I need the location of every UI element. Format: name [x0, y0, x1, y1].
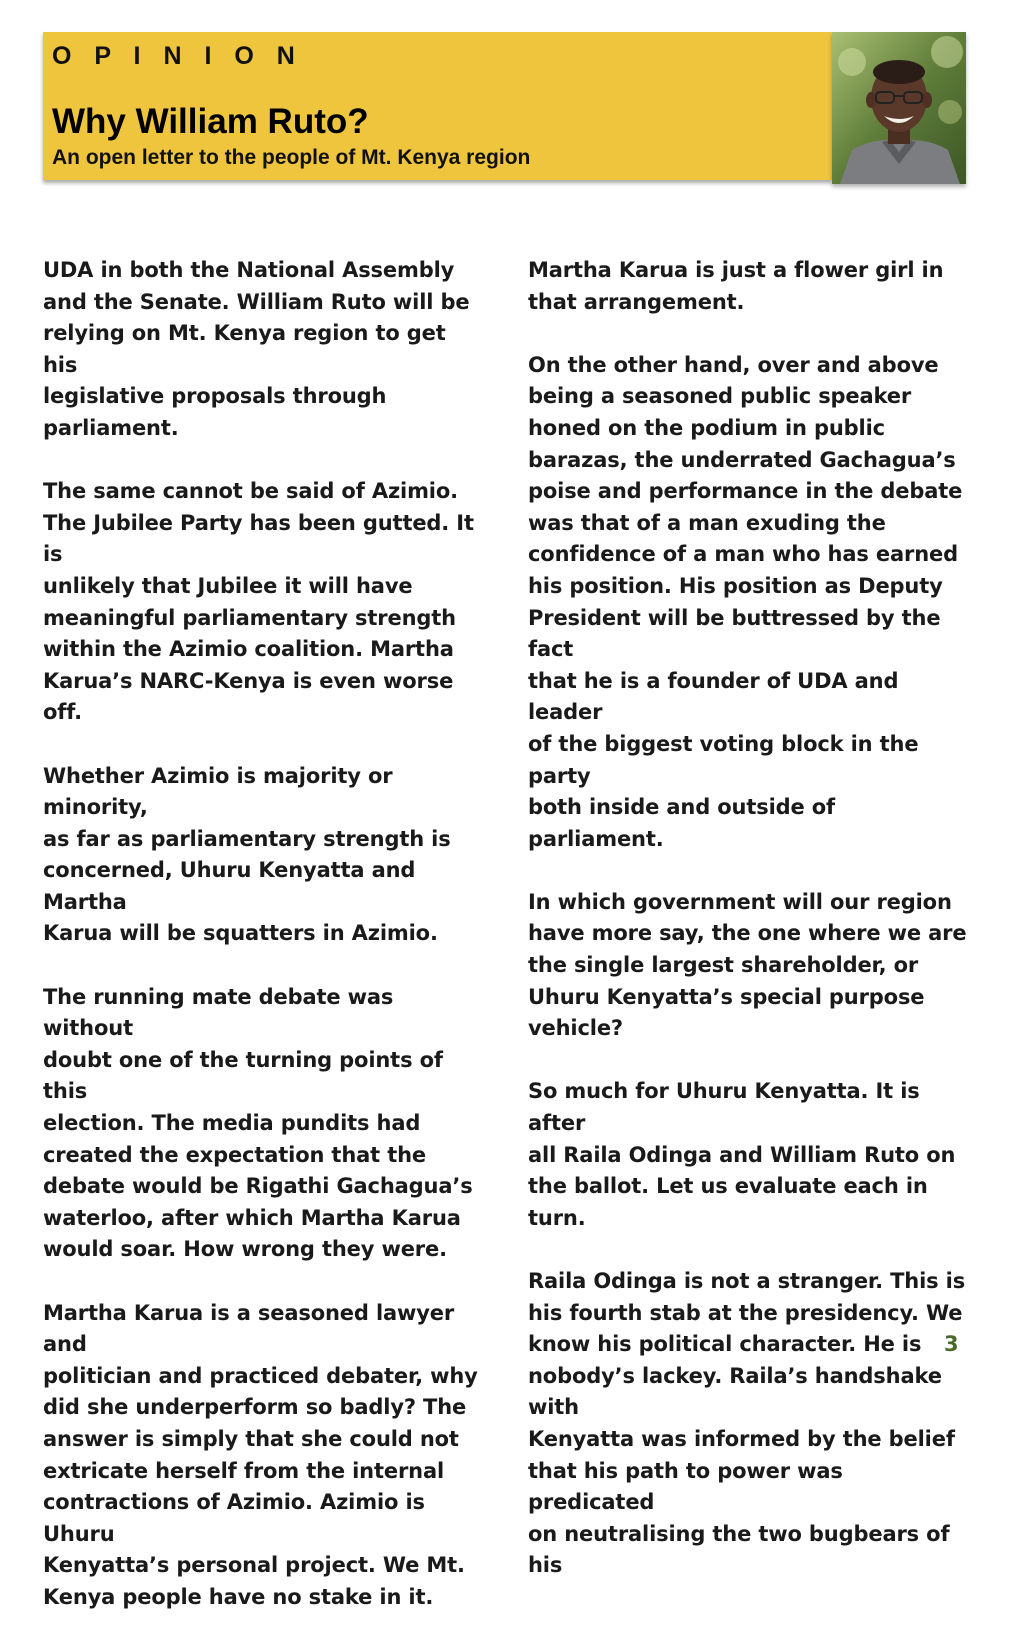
section-label: O P I N I O N: [52, 42, 303, 70]
article-title: Why William Ruto?: [52, 102, 369, 141]
paragraph: Whether Azimio is majority or minority, as far as parliamentary strength is concerned, Uhuru Kenyatta and Martha Karua will be squatters in Azimio.: [43, 763, 451, 946]
paragraph: On the other hand, over and above being a seasoned public speaker honed on the podium in public barazas, the underrated Gachagua’s poise and performance in the debate was that of a man exuding the confidence of a man who has earned his position. His position as Deputy President will be buttressed by the fact that he is a founder of UDA and leader of the biggest voting block in the party both inside and outside of parliament.: [528, 352, 963, 851]
author-portrait-icon: [832, 32, 966, 184]
page-number: 3: [944, 1332, 959, 1356]
paragraph: Martha Karua is a seasoned lawyer and politician and practiced debater, why did she underperform so badly? The answer is simply that she could not extricate herself from the internal contractions of Azimio. Azimio is Uhuru Kenyatta’s personal project. We Mt. Kenya people have no stake in it.: [43, 1300, 478, 1609]
paragraph: The same cannot be said of Azimio. The Jubilee Party has been gutted. It is unlikely that Jubilee it will have meaningful parliamentary strength within the Azimio coalition. Martha Karua’s NARC-Kenya is even worse off.: [43, 479, 474, 725]
header-banner: [43, 32, 832, 180]
paragraph: The running mate debate was without doubt one of the turning points of this election. The media pundits had created the expectation that the debate would be Rigathi Gachagua’s waterloo, after which Martha Karua would soar. How wrong they were.: [43, 984, 473, 1262]
right-column: [528, 255, 968, 1614]
left-column: [43, 255, 483, 1645]
article-subtitle: An open letter to the people of Mt. Kenya region: [52, 146, 531, 169]
paragraph: In which government will our region have more say, the one where we are the single largest shareholder, or Uhuru Kenyatta’s special purpose vehicle?: [528, 889, 967, 1041]
paragraph: UDA in both the National Assembly and the Senate. William Ruto will be relying on Mt. Kenya region to get his legislative proposals through parliament.: [43, 258, 470, 440]
paragraph: So much for Uhuru Kenyatta. It is after all Raila Odinga and William Ruto on the ballot. Let us evaluate each in turn.: [528, 1079, 956, 1230]
paragraph: Raila Odinga is not a stranger. This is his fourth stab at the presidency. We know his political character. He is nobody’s lackey. Raila’s handshake with Kenyatta was informed by the belief that his path to power was predicated on neutralising the two bugbears of his: [528, 1269, 966, 1578]
author-photo: [832, 32, 966, 184]
paragraph: Martha Karua is just a flower girl in that arrangement.: [528, 258, 944, 314]
